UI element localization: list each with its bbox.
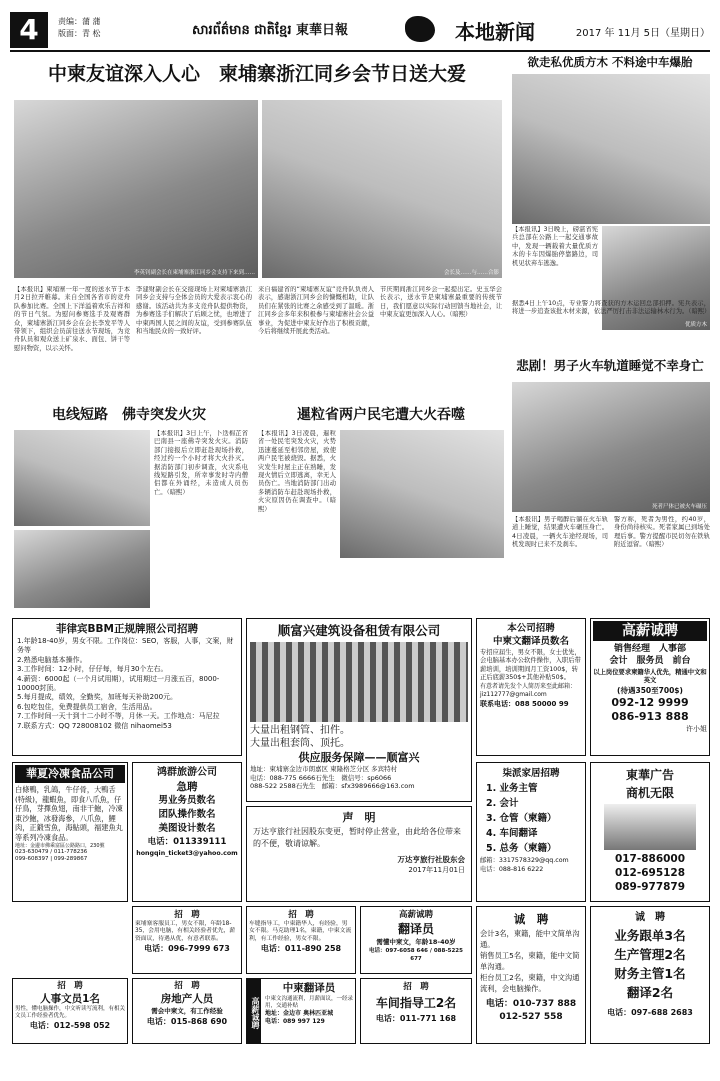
list-item: 4. 车间翻译 (486, 828, 538, 839)
page-number: 4 (10, 12, 48, 48)
ad-contact: 7.联系方式：QQ 728008102 微信 nihaomei53 (17, 721, 172, 730)
lead-headline: 中柬友谊深入人心 柬埔寨浙江同乡会节日送大爱 (47, 63, 466, 85)
ad-recruit-b1: 招 聘 柬埔寨客服员工，男女不限，年龄18-35，会用电脑，有相关经验者优先，薪资面议，待遇从优，有意者联系。 电话：096-7999 673 (132, 906, 242, 974)
ad-title: 招 聘 (174, 910, 200, 920)
ad-title: 招 聘 (57, 981, 83, 991)
ad-title: 菲律宾BBM正规牌照公司招聘 (56, 623, 198, 635)
ad-title: 招 聘 (288, 910, 314, 920)
photo-caption: 优质方木 (684, 322, 707, 328)
list-item: 5. 总务（柬籍） (486, 843, 557, 854)
ad-donghua: 東華广告 商机无限 017-886000 012-695128 089-977879 (590, 762, 710, 902)
list-item: 6.包吃包住，免费提供员工宿舍，生活用品。 (17, 702, 157, 711)
paper-name: សារព័ត៌មាន ជាតិខ្មែរ 東華日報 (192, 23, 348, 38)
list-item: 3.工作时间：12小时，仔仔每，每月30个左右。 (17, 665, 168, 674)
list-item: 3. 仓管（柬籍） (486, 813, 557, 824)
handshake-image (604, 804, 696, 850)
logo-map-icon (405, 16, 435, 42)
list-item: 1. 业务主管 (486, 783, 538, 794)
ad-recruit-b2: 招 聘 车缝指导工，中柬籍华人，有经验，男女不限。马克助理1名，柬籍，中柬文流利，有工作经验，男女不限。 电话：011-890 258 (246, 906, 356, 974)
list-item: 1.年龄18-40岁，男女不限。工作岗位：SEO，客服，人事，文案，财务等 (17, 637, 234, 655)
ad-title: 声 明 (342, 811, 376, 824)
ad-bbm (12, 618, 242, 756)
masthead (10, 10, 710, 52)
photo-caption: 死者尸体已被火车碾压 (651, 504, 707, 510)
ad-title: 鸿群旅游公司 (157, 767, 217, 778)
temple-fire-body: 【本报讯】3日上午，卜迭棉芷省巴南县一座佛寺突发火灾。消防部门接报后立即赶赴现场扑救，经过约一个小时才将大火扑灭。据消防部门初步调查，火灾系电线短路引发，所幸事发时寺内僧侣都在外诵经，未造成人员伤亡。（暗熙） (154, 430, 248, 496)
ad-title: 诚 聘 (513, 912, 549, 926)
issue-date: 2017 年 11月 5日（星期日） (575, 28, 710, 39)
ad-title: 高薪诚聘 (593, 621, 707, 641)
ad-title: 高薪诚聘 (398, 910, 433, 920)
house-fire-body-cont (340, 562, 504, 608)
ad-recruit-c4: 招 聘 车间指导工2名 电话：011-771 168 (360, 978, 472, 1044)
list-item: 7.工作时间一天十到十二小时不等，月休一天。工作地点：马尼拉 (17, 712, 220, 721)
lead-photo-1 (14, 100, 258, 278)
section-title: 本地新闻 (455, 20, 535, 44)
timber-body-1: 【本报讯】3日晚上，磅湛省宪兵总部在公路上一起交通事故中，发现一辆载着大量优质方木的卡车因爆胎停靠路边，司机见状弃车逃逸。 (512, 226, 598, 267)
ad-recruit-c1: 招 聘 人事文员1名 男性，懂电脑操作，中文听读写流利，有相关文员工作经验者优先。 电话：012-598 052 (12, 978, 128, 1044)
train-photo (512, 382, 710, 512)
ad-title: 招 聘 (174, 981, 200, 991)
photo-caption: 会长及……与……合影 (443, 270, 499, 276)
list-item: 4.薪资：6000起（一个月试用期），试用期过一月涨五百，8000-10000封顶。 (17, 674, 220, 693)
ad-high-salary: 高薪诚聘 销售经理 人事部 会计 服务员 前台 以上岗位要求柬籍华人优先，精通中文和英文 (待遇350至700$) 092-12 9999 086-913 888 许小姐 (590, 618, 710, 756)
ad-recruit-c3: 高薪诚聘 中柬翻译员 中柬文沟通流利，月薪面议，一经录用，交通补贴 地址：金边市 奥林匹亚城 电话：089 997 129 (246, 978, 356, 1044)
lead-column-1: 【本报讯】柬埔寨一年一度的送水节于本月2日拉开帷幕。来自全国各省市的竞舟队参加比赛。全国上下洋溢着欢乐吉祥和的节日气氛。为慰问参赛选手及观赛群众，柬埔寨浙江同乡会在会长李发平等人带领下，组织会员前往送水节现场，为竞舟队员和观众送上矿泉水、面包、饼干等慰问物资，以示关怀。 (14, 286, 130, 352)
list-item: 5.每月提成，绩效，全勤奖，加班每天补助200元。 (17, 693, 178, 702)
list-item: 2.熟悉电脑基本操作。 (17, 655, 87, 664)
lead-photo-2 (262, 100, 502, 278)
train-headline: 悲剧！男子火车轨道睡觉不幸身亡 (516, 358, 704, 373)
ad-title: 诚 聘 (635, 912, 665, 923)
photo-caption: 李英钊副会长在柬埔寨浙江同乡会支持下来到…… (133, 270, 255, 276)
house-fire-photo (340, 430, 504, 558)
ad-recruit-b5: 诚 聘 业务跟单3名 生产管理2名 财务主管1名 翻译2名 电话：097-688 2683 (590, 906, 710, 1044)
list-item: 2. 会计 (486, 798, 519, 809)
temple-fire-headline: 电线短路 佛寺突发火灾 (52, 407, 206, 423)
ad-title: 顺富兴建筑设备租赁有限公司 (277, 623, 441, 638)
ad-recruit-b4: 诚 聘 会计3名，柬籍，能中文简单沟通。 销售员工5名，柬籍，能中文简单沟通。 柜台员工2名，柬籍，中文沟通流利，会电脑操作。 电话：010-737 888 012-527 558 (476, 906, 586, 1044)
ad-hongqun: 鸿群旅游公司 急聘 男业务员数名 团队操作数名 美图设计数名 电话：011339111 hongqin_ticket3@yahoo.com (132, 762, 242, 902)
timber-photo-truck (512, 74, 710, 224)
ad-company-recruit: 本公司招聘 中柬文翻译员数名 专招应届生，男女不限，女士优先，会电脑基本办公软件操作，入职后带薪培训，培训期间月工资100$，转正后底薪350$+其他补贴50$。 有意者请先发个人简历来至此邮箱：jiz112777@gmail.com 联系电话：088 50000 99 (476, 618, 586, 756)
timber-body-2: 据悉4日上午10点，专业警力将查获的方木运回总部扣押。宪兵表示，将进一步追查该批木材来源，依法严厉打击非法运输林木行为。（暗熙） (512, 300, 710, 316)
ad-qidi: 柒派家居招聘 1. 业务主管 2. 会计 3. 仓管（柬籍） 4. 车间翻译 5. 总务（柬籍） 邮箱：3317578329@qq.com 电话：088-816 6222 (476, 762, 586, 902)
ad-title: 本公司招聘 (507, 623, 555, 634)
ad-title: 華夏冷凍食品公司 (15, 765, 125, 783)
lead-column-2: 李建财副会长在交接现场上对柬埔寨浙江同乡会支持与全体会员的大爱表示衷心的感谢。该活动共为多支竞舟队提供物资，为参赛选手们解决了后顾之忧，也增进了中柬两国人民之间的友谊，受到参赛队伍和当地民众的一致好评。 (136, 286, 252, 336)
ad-huaxia: 華夏冷凍食品公司 白條鴨，乳鴿，牛仔骨，大鴨舌(特級)，龍蝦魚，即食八爪魚，仔仔鳥，芽擇魚翅，南非干鮑，冷凍東沙鮑，冰發海參，八爪魚，鯉肉，正鍛雪魚，海鮎頭，福建魚丸等系列冷凍食品。 地址：金邊市佛乘富區公路路口，230號 023-630479 / 011-778236 099-608397 | 099-289867 (12, 762, 128, 902)
lead-column-3: 来自福建省的“柬埔寨友谊”竞舟队负责人表示，感谢浙江同乡会的慷慨相助，让队员们在紧张的比赛之余感受到了温暖。浙江同乡会多年来积极参与柬埔寨社会公益事业，为促进中柬友好作出了积极贡献，今后将继续开展此类活动。 (258, 286, 374, 336)
editor-credit: 责编：蒲 蒲 版面：青 松 (58, 17, 101, 38)
temple-fire-photo-1 (14, 430, 150, 526)
ad-title: 招 聘 (403, 982, 429, 992)
ad-title: 中柬翻译员 (282, 982, 336, 994)
train-body-2: 警方称，死者为男性，约40岁，身份尚待核实。死者家属已到场处理后事。警方提醒市民切勿在铁轨附近逗留。（暗熙） (614, 516, 710, 549)
house-fire-headline: 暹粒省两户民宅遭大火吞噬 (297, 407, 465, 423)
timber-headline: 欲走私优质方木 不料途中车爆胎 (527, 55, 693, 69)
scaffold-image (250, 642, 468, 722)
temple-fire-photo-2 (14, 530, 150, 608)
ad-shunfuxing: 顺富兴建筑设备租赁有限公司 大量出租钢管、扣件。 大量出租套筒、顶托。 供应服务保障——顺富兴 地址：柬埔寨金边市朗嘉区 柬隆格芝分区 多宾特村 电话：088-775 6666石先生 微信号：sp6066 088-522 2588石先生 邮箱：sfx3989666@163.com (246, 618, 472, 802)
ad-title: 東華广告 (625, 768, 674, 782)
train-body-1: 【本报讯】男子喝醉后躺在火车轨道上睡觉，结果遭火车碾压身亡。4日凌晨，一辆火车途经现场，司机发现时已来不及刹车。 (512, 516, 608, 549)
ad-title: 柒派家居招聘 (502, 768, 560, 779)
lead-column-4: 节庆期间浙江同乡会一起提出定。史玉华会长表示，送水节是柬埔寨最重要的传统节日，我们愿意以实际行动回馈当地社会，让中柬友谊更加深入人心。（暗熙） (380, 286, 502, 319)
ad-recruit-c2: 招 聘 房地产人员 需会中柬文，有工作经验 电话：015-868 690 (132, 978, 242, 1044)
house-fire-body: 【本报讯】3日凌晨，暹粒省一处民宅突发火灾，火势迅速蔓延至相邻房屋，致使两户民宅被烧毁。据悉，火灾发生时屋主正在熟睡，发现火情后立即逃离，幸无人员伤亡。当地消防部门出动多辆消防车赶赴现场扑救，火灾原因仍在调查中。（暗熙） (258, 430, 336, 513)
ad-side-label: 高薪诚聘 (247, 979, 261, 1043)
ad-statement: 声 明 万达亨旅行社因股东变更，暂时停止营业，由此给各位带来的不便，敬请谅解。 万达亨旅行社股东会 2017年11月01日 (246, 806, 472, 902)
ad-recruit-b3: 高薪诚聘 翻译员 需懂中柬文，年龄18-40岁 电话：097-6058 646 / 088-5225 677 (360, 906, 472, 974)
